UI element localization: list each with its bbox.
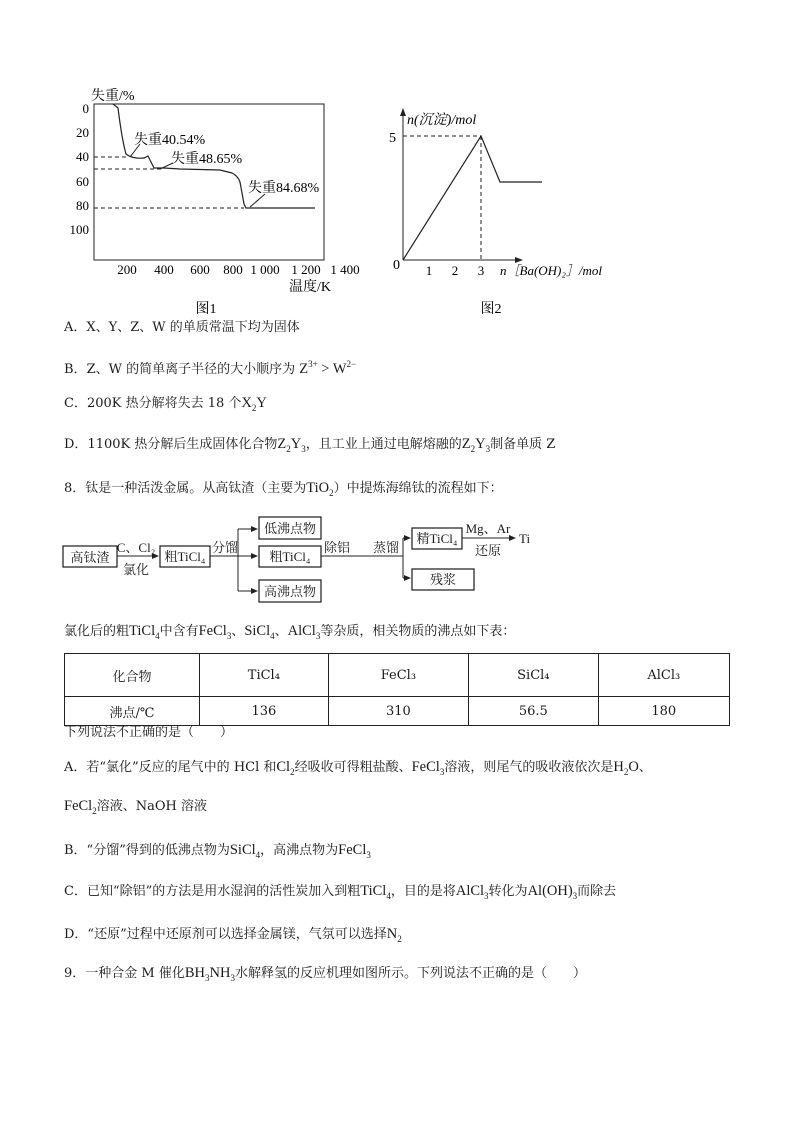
formula: TiCl$_4$ bbox=[129, 623, 160, 641]
fig1-ylabel: 失重/% bbox=[91, 89, 135, 104]
flow-mid: 粗TiCl₄ bbox=[269, 549, 311, 564]
flow-step-fractionation: 分馏 bbox=[211, 540, 239, 555]
option-text: 制备单质 Z bbox=[490, 437, 556, 452]
table-cell: FeCl₃ bbox=[328, 654, 468, 697]
formula: AlCl$_3$ bbox=[455, 883, 489, 901]
table-head-cell: 沸点/℃ bbox=[65, 697, 200, 726]
flow-low-bp: 低沸点物 bbox=[263, 521, 317, 536]
fig1-annotation: 失重48.65% bbox=[171, 152, 243, 167]
stem-text: 氯化后的粗 bbox=[64, 624, 130, 639]
formula: $H_2O$ bbox=[613, 759, 639, 777]
q8-option-a-line1: A．若“氯化”反应的尾气中的 HCl 和$Cl_2$经吸收可得粗盐酸、FeCl$_3$溶液，则尾气的吸收液依次是$H_2O$、 bbox=[64, 759, 652, 777]
fig1-xlabel: 温度/K bbox=[289, 280, 331, 295]
formula: FeCl$_3$ bbox=[411, 759, 445, 777]
table-row bbox=[65, 697, 730, 726]
formula: $N_2$ bbox=[386, 926, 402, 944]
option-text: Z、W 的简单离子半径的大小顺序为 bbox=[86, 361, 296, 377]
flow-arrowhead bbox=[251, 588, 258, 594]
flow-arrowhead bbox=[251, 526, 258, 532]
option-label: D． bbox=[64, 437, 88, 452]
flow-step-al: 除铝 bbox=[323, 540, 351, 555]
q7-option-a bbox=[64, 319, 300, 337]
stem-text: 等杂质，相关物质的沸点如下表： bbox=[320, 624, 516, 639]
formula-z3plus: $Z^{3+} > W^{2-}$ bbox=[299, 359, 357, 377]
fig2-xtick: 3 bbox=[477, 263, 485, 278]
formula-z2y3: $Z_2Y_3$ bbox=[277, 436, 306, 454]
flow-step-reduce: 还原 bbox=[474, 543, 502, 558]
option-text: ，且工业上通过电解熔融的 bbox=[305, 437, 462, 452]
fig2-caption: 图2 bbox=[480, 302, 502, 317]
flow-crude: 粗TiCl₄ bbox=[164, 549, 206, 564]
flow-start: 高钛渣 bbox=[70, 550, 110, 565]
q8-option-a-line2 bbox=[64, 797, 207, 820]
flow-arrowhead bbox=[251, 553, 258, 559]
table-cell: AlCl₃ bbox=[598, 654, 729, 697]
q7-option-d bbox=[64, 435, 555, 458]
flow-residue: 残浆 bbox=[429, 572, 457, 587]
option-text: ，目的是将 bbox=[390, 884, 456, 899]
table-cell: 136 bbox=[200, 697, 329, 726]
stem-text: 中含有 bbox=[159, 624, 199, 639]
option-label: C． bbox=[64, 396, 87, 411]
process-flow-diagram bbox=[60, 512, 560, 606]
fig1-xtick: 600 bbox=[190, 262, 210, 277]
formula: AlCl$_3$ bbox=[287, 623, 321, 641]
q9-stem bbox=[64, 964, 586, 987]
fig1-ytick: 80 bbox=[76, 198, 89, 213]
option-text: B．“分馏”得到的低沸点物为 bbox=[64, 843, 230, 858]
fig1-xtick: 800 bbox=[223, 262, 243, 277]
fig1-ytick: 20 bbox=[76, 125, 89, 140]
option-text: 转化为 bbox=[488, 884, 528, 899]
formula-x2y: $X_2Y$ bbox=[241, 395, 267, 413]
option-text: 溶液、NaOH 溶液 bbox=[96, 799, 207, 814]
q7-option-c bbox=[64, 394, 267, 417]
q7-option-b bbox=[64, 355, 356, 379]
formula-z2y3: $Z_2Y_3$ bbox=[461, 436, 491, 454]
figure-1 bbox=[60, 80, 380, 320]
option-label: A． bbox=[64, 320, 87, 335]
figure-2 bbox=[383, 104, 623, 318]
fig1-xtick: 1 400 bbox=[330, 262, 360, 277]
formula: SiCl$_4$ bbox=[229, 842, 261, 860]
formula: $Cl_2$ bbox=[276, 759, 295, 777]
formula-tio2: TiO$_2$ bbox=[306, 480, 334, 498]
fig1-ytick: 100 bbox=[69, 222, 89, 237]
stem-text: 水解释氢的反应机理如图所示。下列说法不正确的是（ ） bbox=[234, 966, 586, 981]
fig1-ytick: 60 bbox=[76, 174, 89, 189]
fig2-ytick: 5 bbox=[389, 131, 396, 146]
fig1-ytick: 40 bbox=[76, 149, 89, 164]
fig1-xtick: 1 000 bbox=[250, 262, 280, 277]
fig2-precipitate-curve bbox=[403, 136, 542, 260]
fig2-y-arrow bbox=[400, 108, 406, 116]
q8-option-b bbox=[64, 841, 371, 864]
q8-question: 下列说法不正确的是（ ） bbox=[64, 725, 234, 740]
fig1-annotation: 失重84.68% bbox=[248, 181, 320, 196]
fig1-ytick: 0 bbox=[82, 101, 89, 116]
fig1-xtick: 1 200 bbox=[291, 262, 321, 277]
formula: $BH_3NH_3$ bbox=[184, 965, 235, 983]
flow-high-bp: 高沸点物 bbox=[263, 584, 317, 599]
stem-text: ）中提炼海绵钛的流程如下： bbox=[333, 481, 503, 496]
fig1-annotation: 失重40.54% bbox=[134, 133, 206, 148]
q8-option-c bbox=[64, 882, 616, 905]
option-text: ，高沸点物为 bbox=[260, 843, 339, 858]
boiling-point-table bbox=[64, 653, 730, 726]
formula: FeCl$_3$ bbox=[338, 842, 371, 860]
option-text: D．“还原”过程中还原剂可以选择金属镁，气氛可以选择 bbox=[64, 927, 387, 942]
table-cell: 180 bbox=[598, 697, 729, 726]
flow-refined: 精TiCl₄ bbox=[416, 531, 458, 546]
formula: FeCl$_2$ bbox=[64, 798, 97, 816]
q8-option-d bbox=[64, 925, 402, 948]
table-cell: TiCl₄ bbox=[200, 654, 329, 697]
fig2-xtick: 2 bbox=[451, 263, 459, 278]
formula: $Al(OH)_3$ bbox=[527, 883, 578, 901]
option-text: 经吸收可得粗盐酸、 bbox=[294, 760, 412, 775]
flow-product: Ti bbox=[519, 531, 531, 546]
flow-reagent: Mg、Ar bbox=[465, 521, 511, 536]
option-text: X、Y、Z、W 的单质常温下均为固体 bbox=[86, 320, 300, 335]
option-label: B． bbox=[64, 361, 87, 377]
flow-arrowhead bbox=[404, 535, 411, 541]
stem-text: 8．钛是一种活泼金属。从高钛渣（主要为 bbox=[64, 481, 307, 496]
flow-step-steam: 蒸馏 bbox=[372, 540, 400, 555]
q8-stem bbox=[64, 479, 503, 502]
flow-arrowhead bbox=[404, 575, 411, 581]
fig2-ylabel: n(沉淀)/mol bbox=[407, 113, 477, 128]
fig2-xtick: 1 bbox=[425, 263, 433, 278]
formula: FeCl$_3$ bbox=[198, 623, 232, 641]
fig1-xtick: 200 bbox=[117, 262, 137, 277]
option-text: C．已知“除铝”的方法是用水湿润的活性炭加入到粗 bbox=[64, 884, 361, 899]
q8-intro: 氯化后的粗TiCl$_4$中含有FeCl$_3$、SiCl$_4$、AlCl$_3$等杂质，相关物质的沸点如下表： bbox=[64, 623, 516, 641]
table-row bbox=[65, 654, 730, 697]
fig2-xlabel: n［Ba(OH)₂］/mol bbox=[500, 263, 603, 278]
flow-step-chlorination: 氯化 bbox=[122, 562, 150, 577]
table-head-cell: 化合物 bbox=[65, 654, 200, 697]
table-cell: 310 bbox=[328, 697, 468, 726]
table-cell: 56.5 bbox=[469, 697, 599, 726]
option-text: 200K 热分解将失去 18 个 bbox=[86, 396, 242, 411]
option-text: 溶液，则尾气的吸收液依次是 bbox=[444, 760, 614, 775]
option-text: A．若“氯化”反应的尾气中的 HCl 和 bbox=[64, 760, 277, 775]
option-text: 而除去 bbox=[577, 884, 617, 899]
stem-text: 9．一种合金 M 催化 bbox=[64, 966, 185, 981]
table-cell: SiCl₄ bbox=[469, 654, 599, 697]
fig1-caption: 图1 bbox=[195, 302, 217, 317]
formula: SiCl$_4$ bbox=[244, 623, 275, 641]
fig2-origin: 0 bbox=[393, 258, 400, 273]
formula: TiCl$_4$ bbox=[360, 883, 391, 901]
flow-reagent: C、Cl₂ bbox=[116, 540, 156, 555]
option-text: 1100K 热分解后生成固体化合物 bbox=[87, 437, 278, 452]
fig1-xtick: 400 bbox=[154, 262, 174, 277]
